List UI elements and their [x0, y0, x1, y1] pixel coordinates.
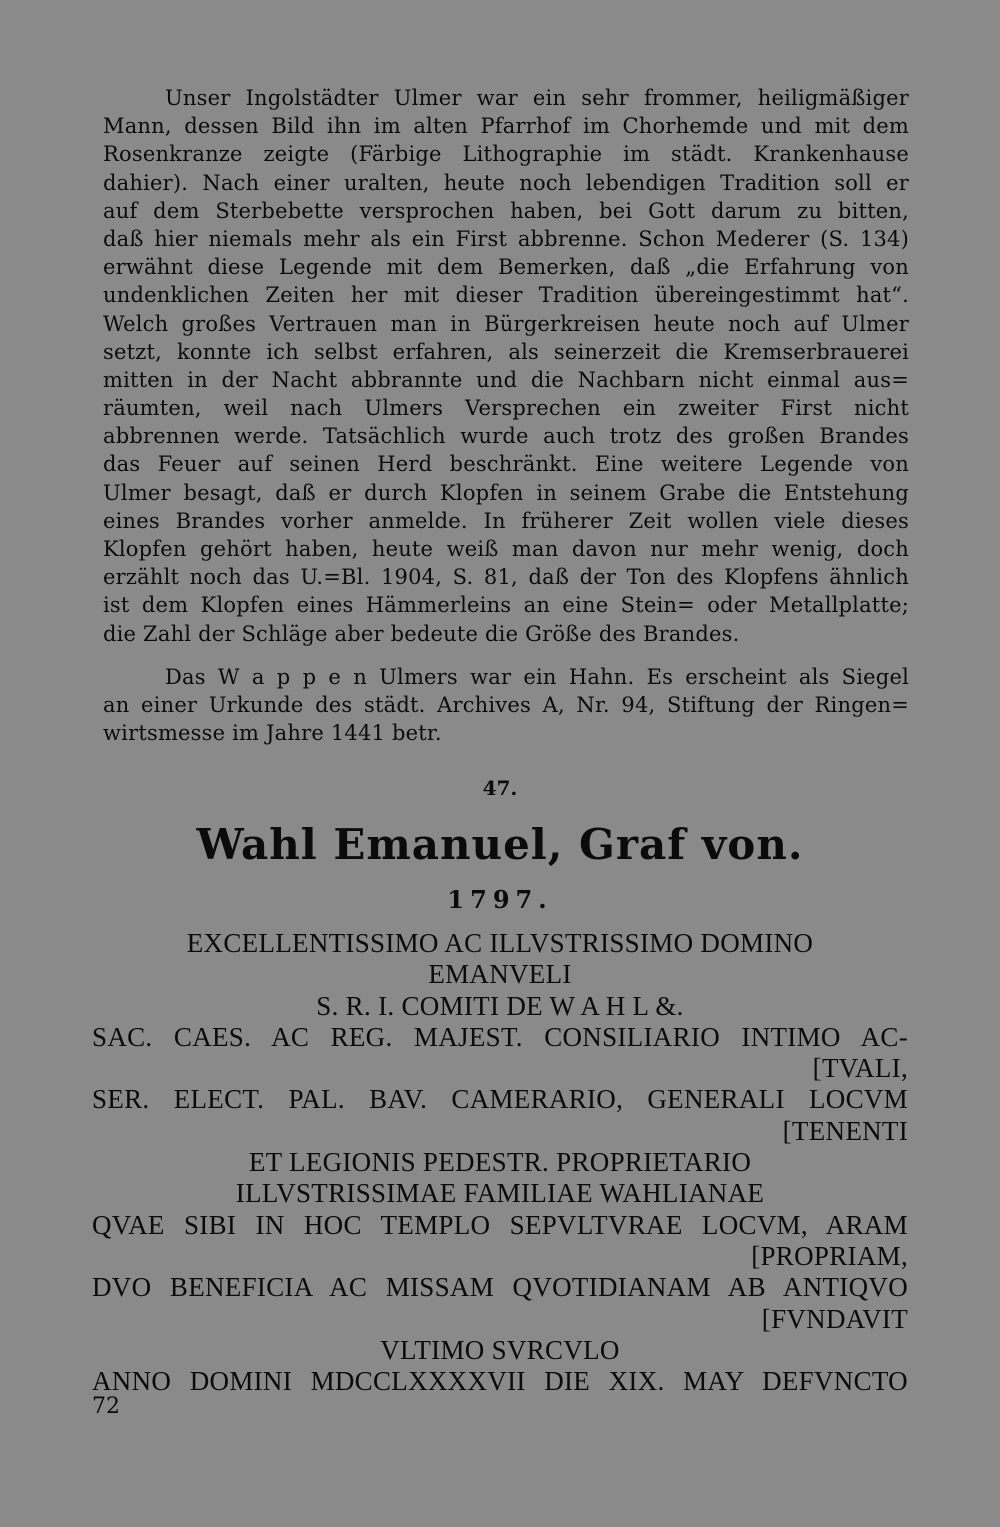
text-line: auf dem Sterbebette versprochen haben, bei Gott darum zu bitten, — [103, 198, 909, 223]
text-line: wirtsmesse im Jahre 1441 betr. — [103, 721, 442, 746]
text-line: eines Brandes vorher anmelde. In früherer Zeit wollen viele dieses — [103, 508, 909, 533]
inscription-line: [TVALI, — [812, 1053, 908, 1084]
paragraph-ulmer-coat-of-arms — [103, 663, 909, 748]
inscription-line: EMANVELI — [428, 959, 572, 990]
text-line: undenklichen Zeiten her mit dieser Tradition übereingestimmt hat“. — [103, 283, 909, 308]
text-line: ist dem Klopfen eines Hämmerleins an eine Stein= oder Metallplatte; — [103, 593, 909, 618]
text-line: mitten in der Nacht abbrannte und die Nachbarn nicht einmal aus= — [103, 367, 909, 392]
text-line: Welch großes Vertrauen man in Bürgerkreisen heute noch auf Ulmer — [103, 311, 909, 336]
text-line: erzählt noch das U.=Bl. 1904, S. 81, daß der Ton des Klopfens ähnlich — [103, 565, 909, 590]
inscription-line: S. R. I. COMITI DE W A H L &. — [316, 990, 684, 1021]
text-line: die Zahl der Schläge aber bedeute die Größe des Brandes. — [103, 621, 740, 646]
section-heading: Wahl Emanuel, Graf von. — [196, 820, 804, 869]
inscription-line: ILLVSTRISSIMAE FAMILIAE WAHLIANAE — [235, 1178, 765, 1209]
inscription-line: SER. ELECT. PAL. BAV. CAMERARIO, GENERALI LOCVM — [92, 1084, 908, 1115]
inscription-line: [TENENTI — [782, 1115, 908, 1146]
inscription-line: QVAE SIBI IN HOC TEMPLO SEPVLTVRAE LOCVM, ARAM — [92, 1209, 908, 1240]
text-line: setzt, konnte ich selbst erfahren, als seinerzeit die Kremserbrauerei — [103, 339, 909, 364]
text-line: daß hier niemals mehr als ein First abbrenne. Schon Mederer (S. 134) — [103, 226, 909, 251]
page-number: 72 — [92, 1394, 120, 1419]
inscription-line: SAC. CAES. AC REG. MAJEST. CONSILIARIO INTIMO AC- — [92, 1021, 908, 1052]
text-line: an einer Urkunde des städt. Archives A, Nr. 94, Stiftung der Ringen= — [103, 693, 909, 718]
paragraph-ulmer-legend — [103, 84, 909, 648]
section-number: 47. — [482, 776, 518, 800]
text-line: das Feuer auf seinen Herd beschränkt. Eine weitere Legende von — [103, 452, 909, 477]
text-line: Rosenkranze zeigte (Färbige Lithographie im städt. Krankenhause — [103, 142, 909, 167]
text-line: räumten, weil nach Ulmers Versprechen ein zweiter First nicht — [103, 396, 909, 421]
text-line: Klopfen gehört haben, heute weiß man davon nur mehr wenig, doch — [103, 537, 909, 561]
text-line: Unser Ingolstädter Ulmer war ein sehr frommer, heiligmäßiger — [165, 86, 909, 110]
text-line: Ulmer besagt, daß er durch Klopfen in seinem Grabe die Entstehung — [103, 480, 909, 505]
inscription-line: ANNO DOMINI MDCCLXXXXVII DIE XIX. MAY DEFVNCTO — [92, 1366, 908, 1397]
text-line: Das W a p p e n Ulmers war ein Hahn. Es erscheint als Siegel — [165, 665, 909, 689]
inscription-line: [PROPRIAM, — [751, 1240, 908, 1271]
inscription-line: VLTIMO SVRCVLO — [380, 1334, 620, 1365]
text-line: Mann, dessen Bild ihn im alten Pfarrhof im Chorhemde und mit dem — [103, 114, 909, 139]
text-line: abbrennen werde. Tatsächlich wurde auch trotz des großen Brandes — [103, 424, 909, 449]
text-line: erwähnt diese Legende mit dem Bemerken, daß „die Erfahrung von — [103, 255, 909, 280]
inscription-line: EXCELLENTISSIMO AC ILLVSTRISSIMO DOMINO — [186, 928, 814, 958]
text-line: dahier). Nach einer uralten, heute noch lebendigen Tradition soll er — [103, 170, 909, 195]
inscription-line: DVO BENEFICIA AC MISSAM QVOTIDIANAM AB ANTIQVO — [92, 1272, 908, 1303]
section-year: 1797. — [447, 885, 553, 914]
latin-inscription — [92, 928, 908, 1397]
inscription-line: ET LEGIONIS PEDESTR. PROPRIETARIO — [248, 1147, 752, 1178]
inscription-line: [FVNDAVIT — [761, 1303, 908, 1334]
